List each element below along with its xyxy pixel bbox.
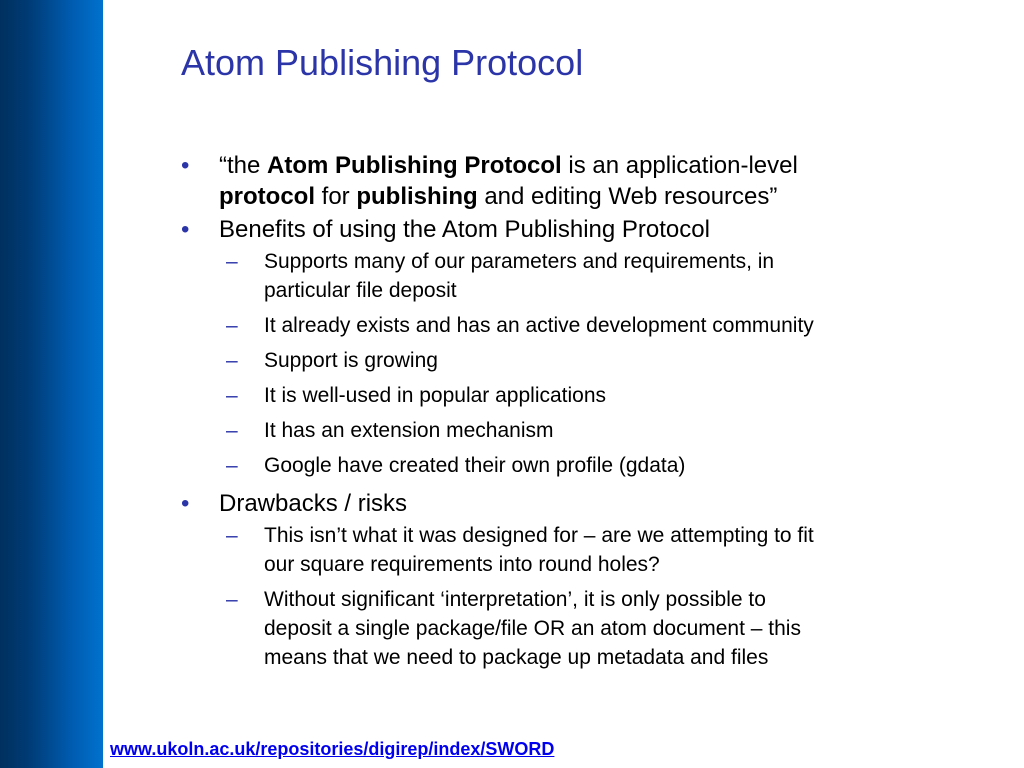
dash-marker: – — [226, 419, 238, 442]
dash-marker: – — [226, 588, 238, 611]
sub-bullet-benefit — [226, 451, 961, 480]
sub-bullet-text: Google have created their own profile (gdata) — [264, 454, 686, 477]
bold-term-publishing: publishing — [356, 183, 478, 210]
sub-bullet-text: It already exists and has an active development community — [264, 314, 814, 337]
bullet-marker: • — [181, 216, 190, 243]
quote-open-text: “the — [219, 152, 268, 179]
footer-url-link[interactable]: www.ukoln.ac.uk/repositories/digirep/index/SWORD — [110, 739, 555, 759]
bullet-definition — [181, 150, 961, 212]
bullet-definition-line1 — [219, 150, 961, 181]
sub-bullet-text: This isn’t what it was designed for – are we attempting to fit — [264, 524, 814, 547]
sub-bullet-drawback — [226, 521, 961, 579]
bullet-benefits-text: Benefits of using the Atom Publishing Protocol — [219, 216, 710, 243]
definition-text: for — [315, 183, 357, 210]
sub-bullet-text: deposit a single package/file OR an atom document – this — [264, 617, 801, 640]
sub-bullet-text: our square requirements into round holes? — [264, 553, 660, 576]
dash-marker: – — [226, 314, 238, 337]
dash-marker: – — [226, 454, 238, 477]
sub-bullet-text: It is well-used in popular applications — [264, 384, 607, 407]
sub-bullet-text: It has an extension mechanism — [264, 419, 554, 442]
bullet-drawbacks-text: Drawbacks / risks — [219, 490, 408, 517]
sub-bullet-benefit — [226, 311, 961, 340]
side-gradient-bar — [0, 0, 103, 768]
bullet-definition-line2 — [219, 181, 961, 212]
sub-bullet-text: particular file deposit — [264, 279, 457, 302]
dash-marker: – — [226, 250, 238, 273]
dash-marker: – — [226, 349, 238, 372]
slide-content — [181, 150, 961, 678]
sub-bullet-benefit — [226, 346, 961, 375]
sub-bullet-benefit — [226, 381, 961, 410]
bold-term-atompub: Atom Publishing Protocol — [267, 152, 562, 179]
sub-bullet-text: Support is growing — [264, 349, 438, 372]
dash-marker: – — [226, 524, 238, 547]
bullet-drawbacks — [181, 488, 961, 519]
bullet-marker: • — [181, 152, 190, 179]
sub-bullet-text: means that we need to package up metadata and files — [264, 646, 769, 669]
sub-bullet-text: Without significant ‘interpretation’, it is only possible to — [264, 588, 766, 611]
bullet-benefits — [181, 214, 961, 245]
definition-text: is an application-level — [561, 152, 798, 179]
definition-text: and editing Web resources” — [477, 183, 778, 210]
sub-bullet-benefit — [226, 416, 961, 445]
bullet-marker: • — [181, 490, 190, 517]
bold-term-protocol: protocol — [219, 183, 315, 210]
sub-bullet-drawback — [226, 585, 961, 672]
slide-title: Atom Publishing Protocol — [181, 42, 584, 83]
sub-bullet-text: Supports many of our parameters and requirements, in — [264, 250, 775, 273]
sub-bullet-benefit — [226, 247, 961, 305]
dash-marker: – — [226, 384, 238, 407]
